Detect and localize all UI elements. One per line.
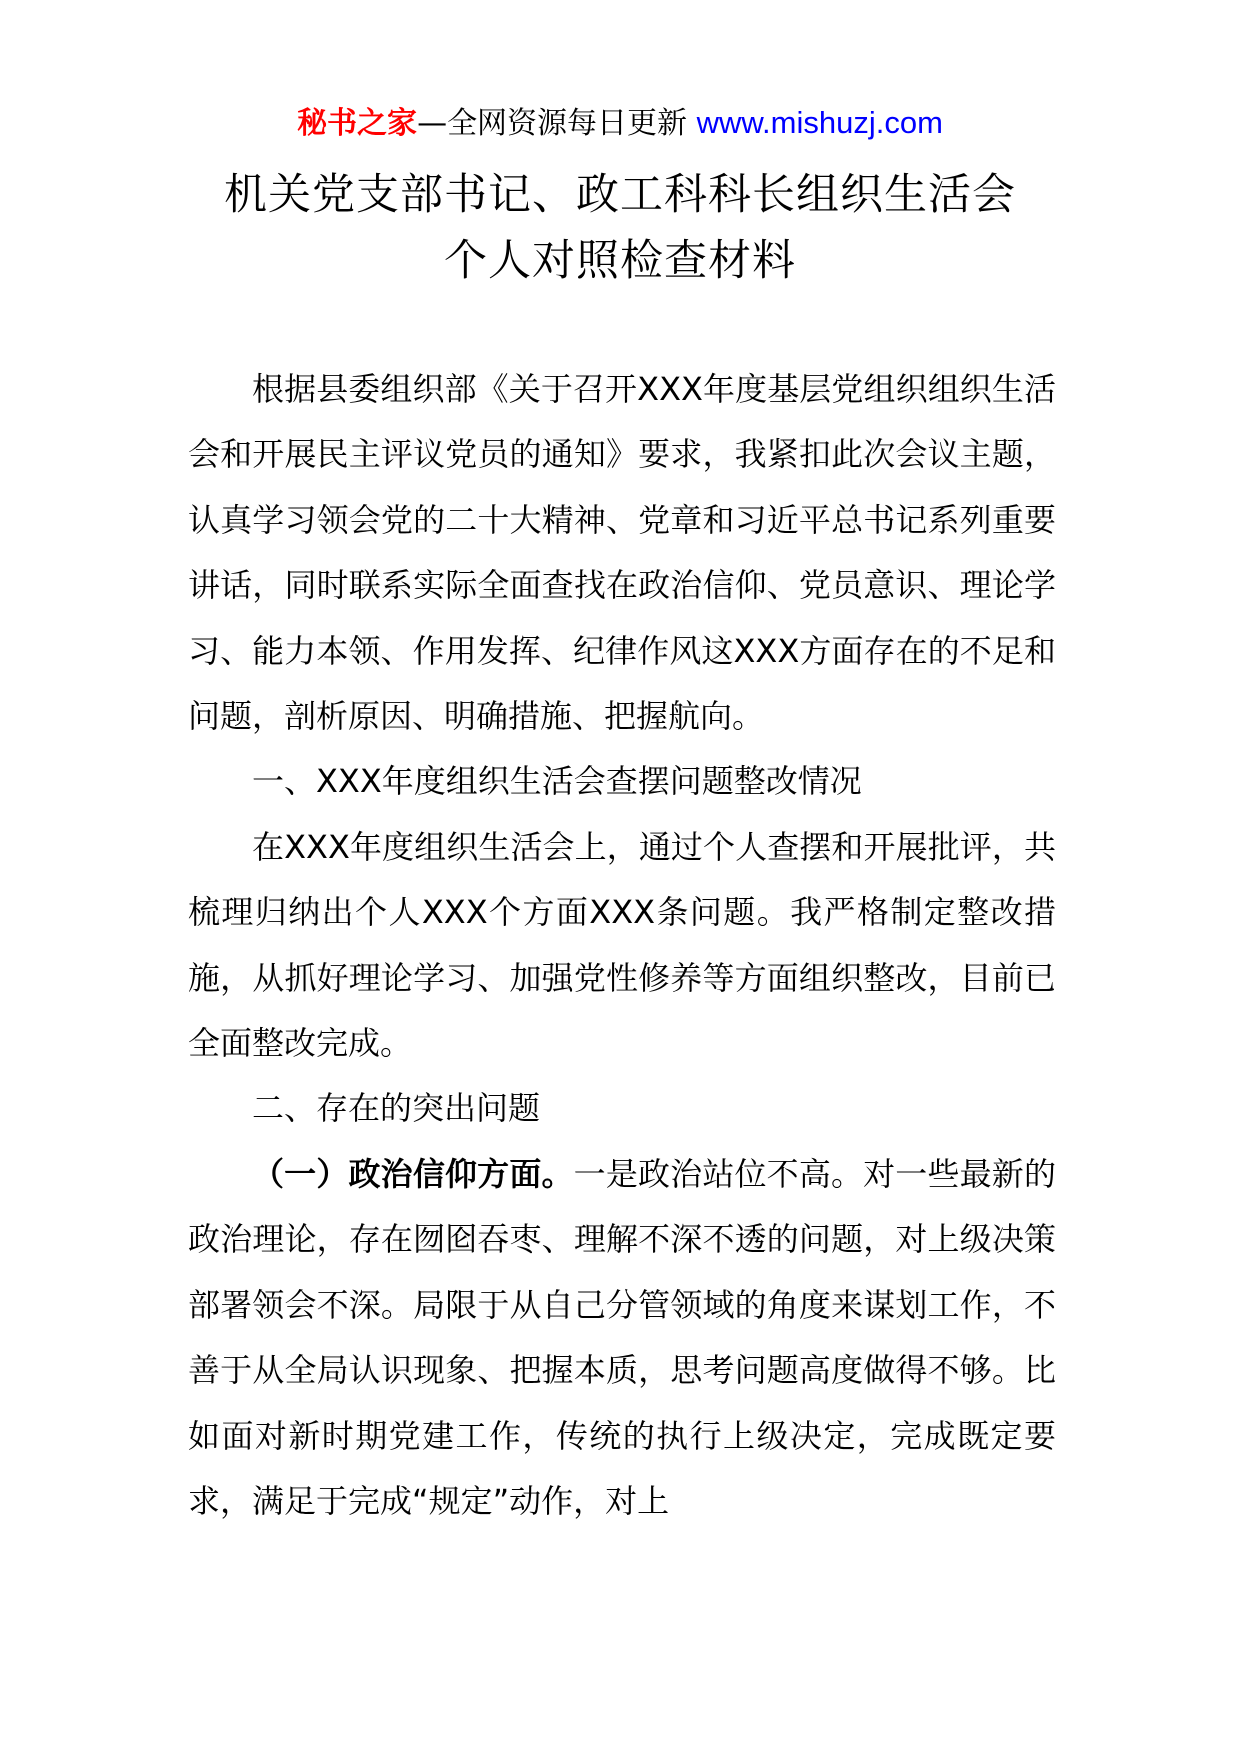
subsection-heading-1: （一）政治信仰方面。 bbox=[252, 1154, 574, 1193]
brand-name: 秘书之家 bbox=[297, 106, 418, 141]
title-line-2: 个人对照检查材料 bbox=[444, 236, 796, 286]
site-url-link[interactable]: www.mishuzj.com bbox=[696, 105, 943, 140]
document-title bbox=[0, 162, 1240, 294]
rectification-paragraph: 在XXX年度组织生活会上，通过个人查摆和开展批评，共梳理归纳出个人XXX个方面XXX条问题。我严格制定整改措施，从抓好理论学习、加强党性修养等方面组织整改，目前已全面整改完成。 bbox=[188, 827, 1056, 1063]
political-belief-paragraph bbox=[188, 1142, 1056, 1534]
header-slogan: —全网资源每日更新 bbox=[417, 106, 697, 141]
intro-paragraph: 根据县委组织部《关于召开XXX年度基层党组织组织生活会和开展民主评议党员的通知》要求，我紧扣此次会议主题，认真学习领会党的二十大精神、党章和习近平总书记系列重要讲话，同时联系实际全面查找在政治信仰、党员意识、理论学习、能力本领、作用发挥、纪律作风这XXX方面存在的不足和问题，剖析原因、明确措施、把握航向。 bbox=[188, 370, 1056, 736]
document-body bbox=[188, 357, 1056, 1534]
title-line-1: 机关党支部书记、政工科科长组织生活会 bbox=[224, 170, 1016, 220]
site-header bbox=[0, 98, 1240, 149]
subsection-text-1: 一是政治站位不高。对一些最新的政治理论，存在囫囵吞枣、理解不深不透的问题，对上级决策部署领会不深。局限于从自己分管领域的角度来谋划工作，不善于从全局认识现象、把握本质，思考问题高度做得不够。比如面对新时期党建工作，传统的执行上级决定，完成既定要求，满足于完成“规定”动作，对上 bbox=[188, 1154, 1056, 1520]
section-heading-2: 二、存在的突出问题 bbox=[252, 1089, 541, 1128]
section-heading-1: 一、XXX年度组织生活会查摆问题整改情况 bbox=[252, 762, 862, 801]
